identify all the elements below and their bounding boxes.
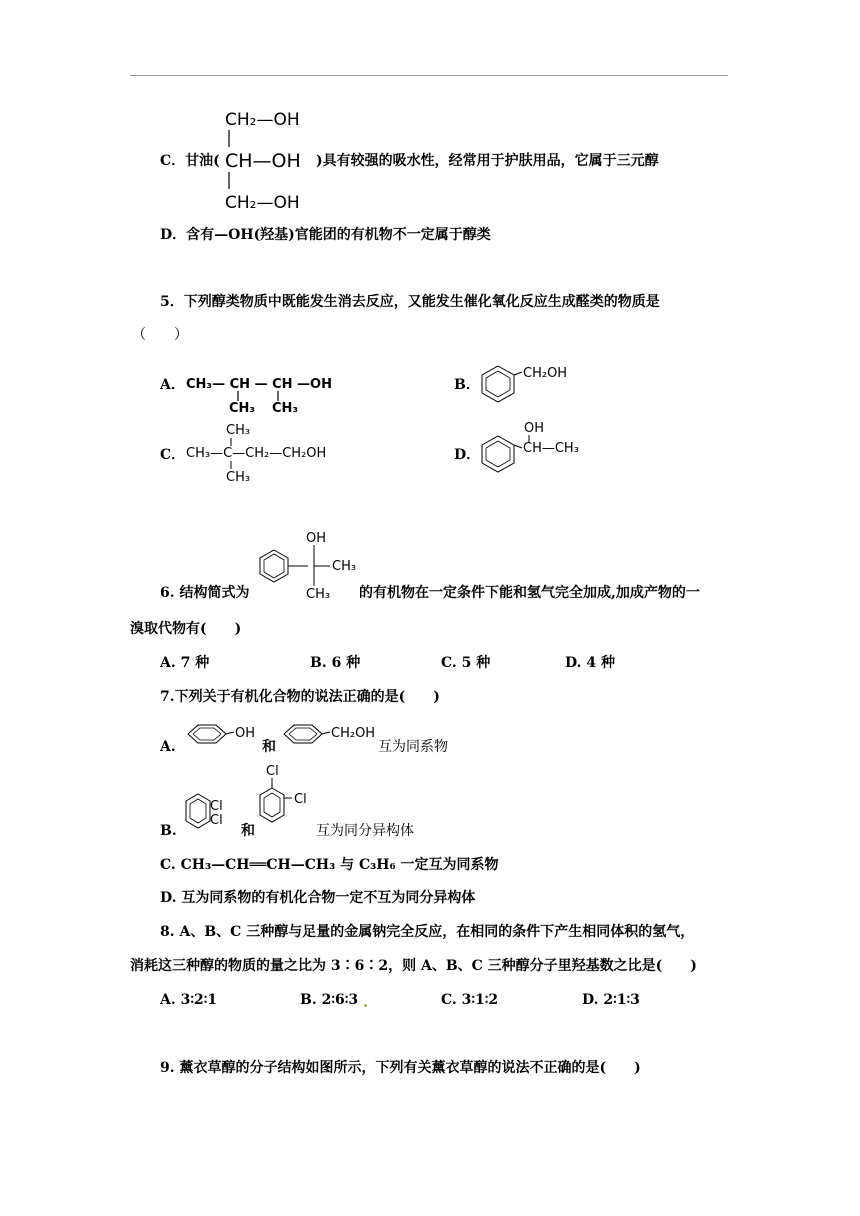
q7-option-a-tail: 互为同系物 [378, 739, 448, 755]
q7-option-b-tail: 互为同分异构体 [316, 823, 414, 839]
q8-option-c: C. 3∶1∶2 [441, 992, 499, 1008]
q7-benzyl-alcohol-structure [276, 722, 382, 752]
q4-option-c-prefix: C．甘油( [160, 153, 220, 169]
q5-paren: （ ） [132, 327, 188, 343]
header-rule [130, 75, 728, 76]
q5-option-c-structure [186, 420, 356, 486]
glycerol-mid: CH—OH [225, 150, 301, 172]
q8-stem-line2: 消耗这三种醇的物质的量之比为 3∶6∶2，则 A、B、C 三种醇分子里羟基数之比是( ) [130, 958, 697, 974]
q6-structure [256, 526, 366, 602]
q5-a-sub2: CH₃ [272, 401, 299, 416]
q6-stem-c: 溴取代物有( ) [130, 621, 242, 637]
q5-stem: 5．下列醇类物质中既能发生消去反应，又能发生催化氧化反应生成醛类的物质是 [160, 294, 660, 310]
q8-stem-line1: 8. A、B、C 三种醇与足量的金属钠完全反应，在相同的条件下产生相同体积的氢气， [160, 924, 695, 940]
q6-option-c: C. 5 种 [441, 655, 491, 671]
q7-stem: 7.下列关于有机化合物的说法正确的是( ) [160, 689, 440, 705]
q5-option-a-label: A． [160, 377, 185, 393]
q4-option-d: D．含有—OH(羟基)官能团的有机物不一定属于醇类 [160, 227, 491, 243]
q5-option-c-label: C． [160, 447, 186, 463]
q7-option-d: D. 互为同系物的有机化合物一定不互为同分异构体 [160, 890, 476, 906]
q7-option-b-and: 和 [241, 823, 255, 839]
q6-ch3-bottom: CH₃ [306, 587, 331, 602]
q6-option-b: B. 6 种 [310, 655, 361, 671]
q5-a-sub1: CH₃ [229, 401, 256, 416]
glycerol-structure [215, 105, 325, 215]
speck-mark [364, 1004, 367, 1007]
q7-b-cl1: Cl [210, 799, 223, 814]
q7-option-c: C. CH₃—CH══CH—CH₃ 与 C₃H₆ 一定互为同系物 [160, 857, 499, 873]
q7-b-cl2: Cl [210, 813, 223, 828]
q5-d-oh: OH [524, 421, 545, 436]
q7-b-cl4: Cl [294, 792, 307, 807]
glycerol-top: CH₂—OH [225, 110, 300, 130]
q5-c-main: CH₃—C—CH₂—CH₂OH [186, 446, 327, 461]
q6-ch3-right: CH₃ [332, 559, 357, 574]
q7-phenol-structure [180, 722, 262, 752]
q8-option-d: D. 2∶1∶3 [582, 992, 640, 1008]
q5-a-main: CH₃— CH — CH —OH [186, 377, 332, 392]
q7-option-b-label: B. [160, 823, 177, 839]
q7-a-oh: OH [235, 726, 256, 741]
q7-option-a-and: 和 [262, 739, 276, 755]
q5-option-b-label: B． [454, 377, 480, 393]
q7-ortho-dichlorobenzene [180, 788, 240, 840]
glycerol-bot: CH₂—OH [225, 193, 300, 213]
q5-c-top: CH₃ [226, 423, 251, 438]
q7-a-ch2oh: CH₂OH [331, 726, 376, 741]
q7-option-a-label: A. [160, 739, 176, 755]
q5-option-b-structure [474, 360, 584, 415]
q4-option-c-suffix: )具有较强的吸水性，经常用于护肤用品，它属于三元醇 [316, 153, 659, 169]
q5-b-group: CH₂OH [523, 366, 568, 381]
q7-dichlorobenzene-isomer [254, 760, 324, 844]
q6-option-a: A. 7 种 [160, 655, 210, 671]
q5-d-chain: CH—CH₃ [523, 441, 579, 456]
q8-option-b: B. 2∶6∶3 [300, 992, 359, 1008]
q8-option-a: A. 3∶2∶1 [160, 992, 218, 1008]
q6-oh: OH [306, 531, 327, 546]
q5-c-bot: CH₃ [226, 470, 251, 485]
q5-option-d-label: D． [454, 447, 481, 463]
q6-stem-a: 6. 结构简式为 [160, 585, 250, 601]
q5-option-a-structure [186, 370, 356, 416]
q7-b-cl3: Cl [266, 764, 279, 779]
q5-option-d-structure [474, 420, 594, 486]
q6-option-d: D. 4 种 [565, 655, 616, 671]
q9-stem: 9. 薰衣草醇的分子结构如图所示，下列有关薰衣草醇的说法不正确的是( ) [160, 1060, 641, 1076]
q6-stem-b: 的有机物在一定条件下能和氢气完全加成,加成产物的一 [359, 585, 700, 601]
